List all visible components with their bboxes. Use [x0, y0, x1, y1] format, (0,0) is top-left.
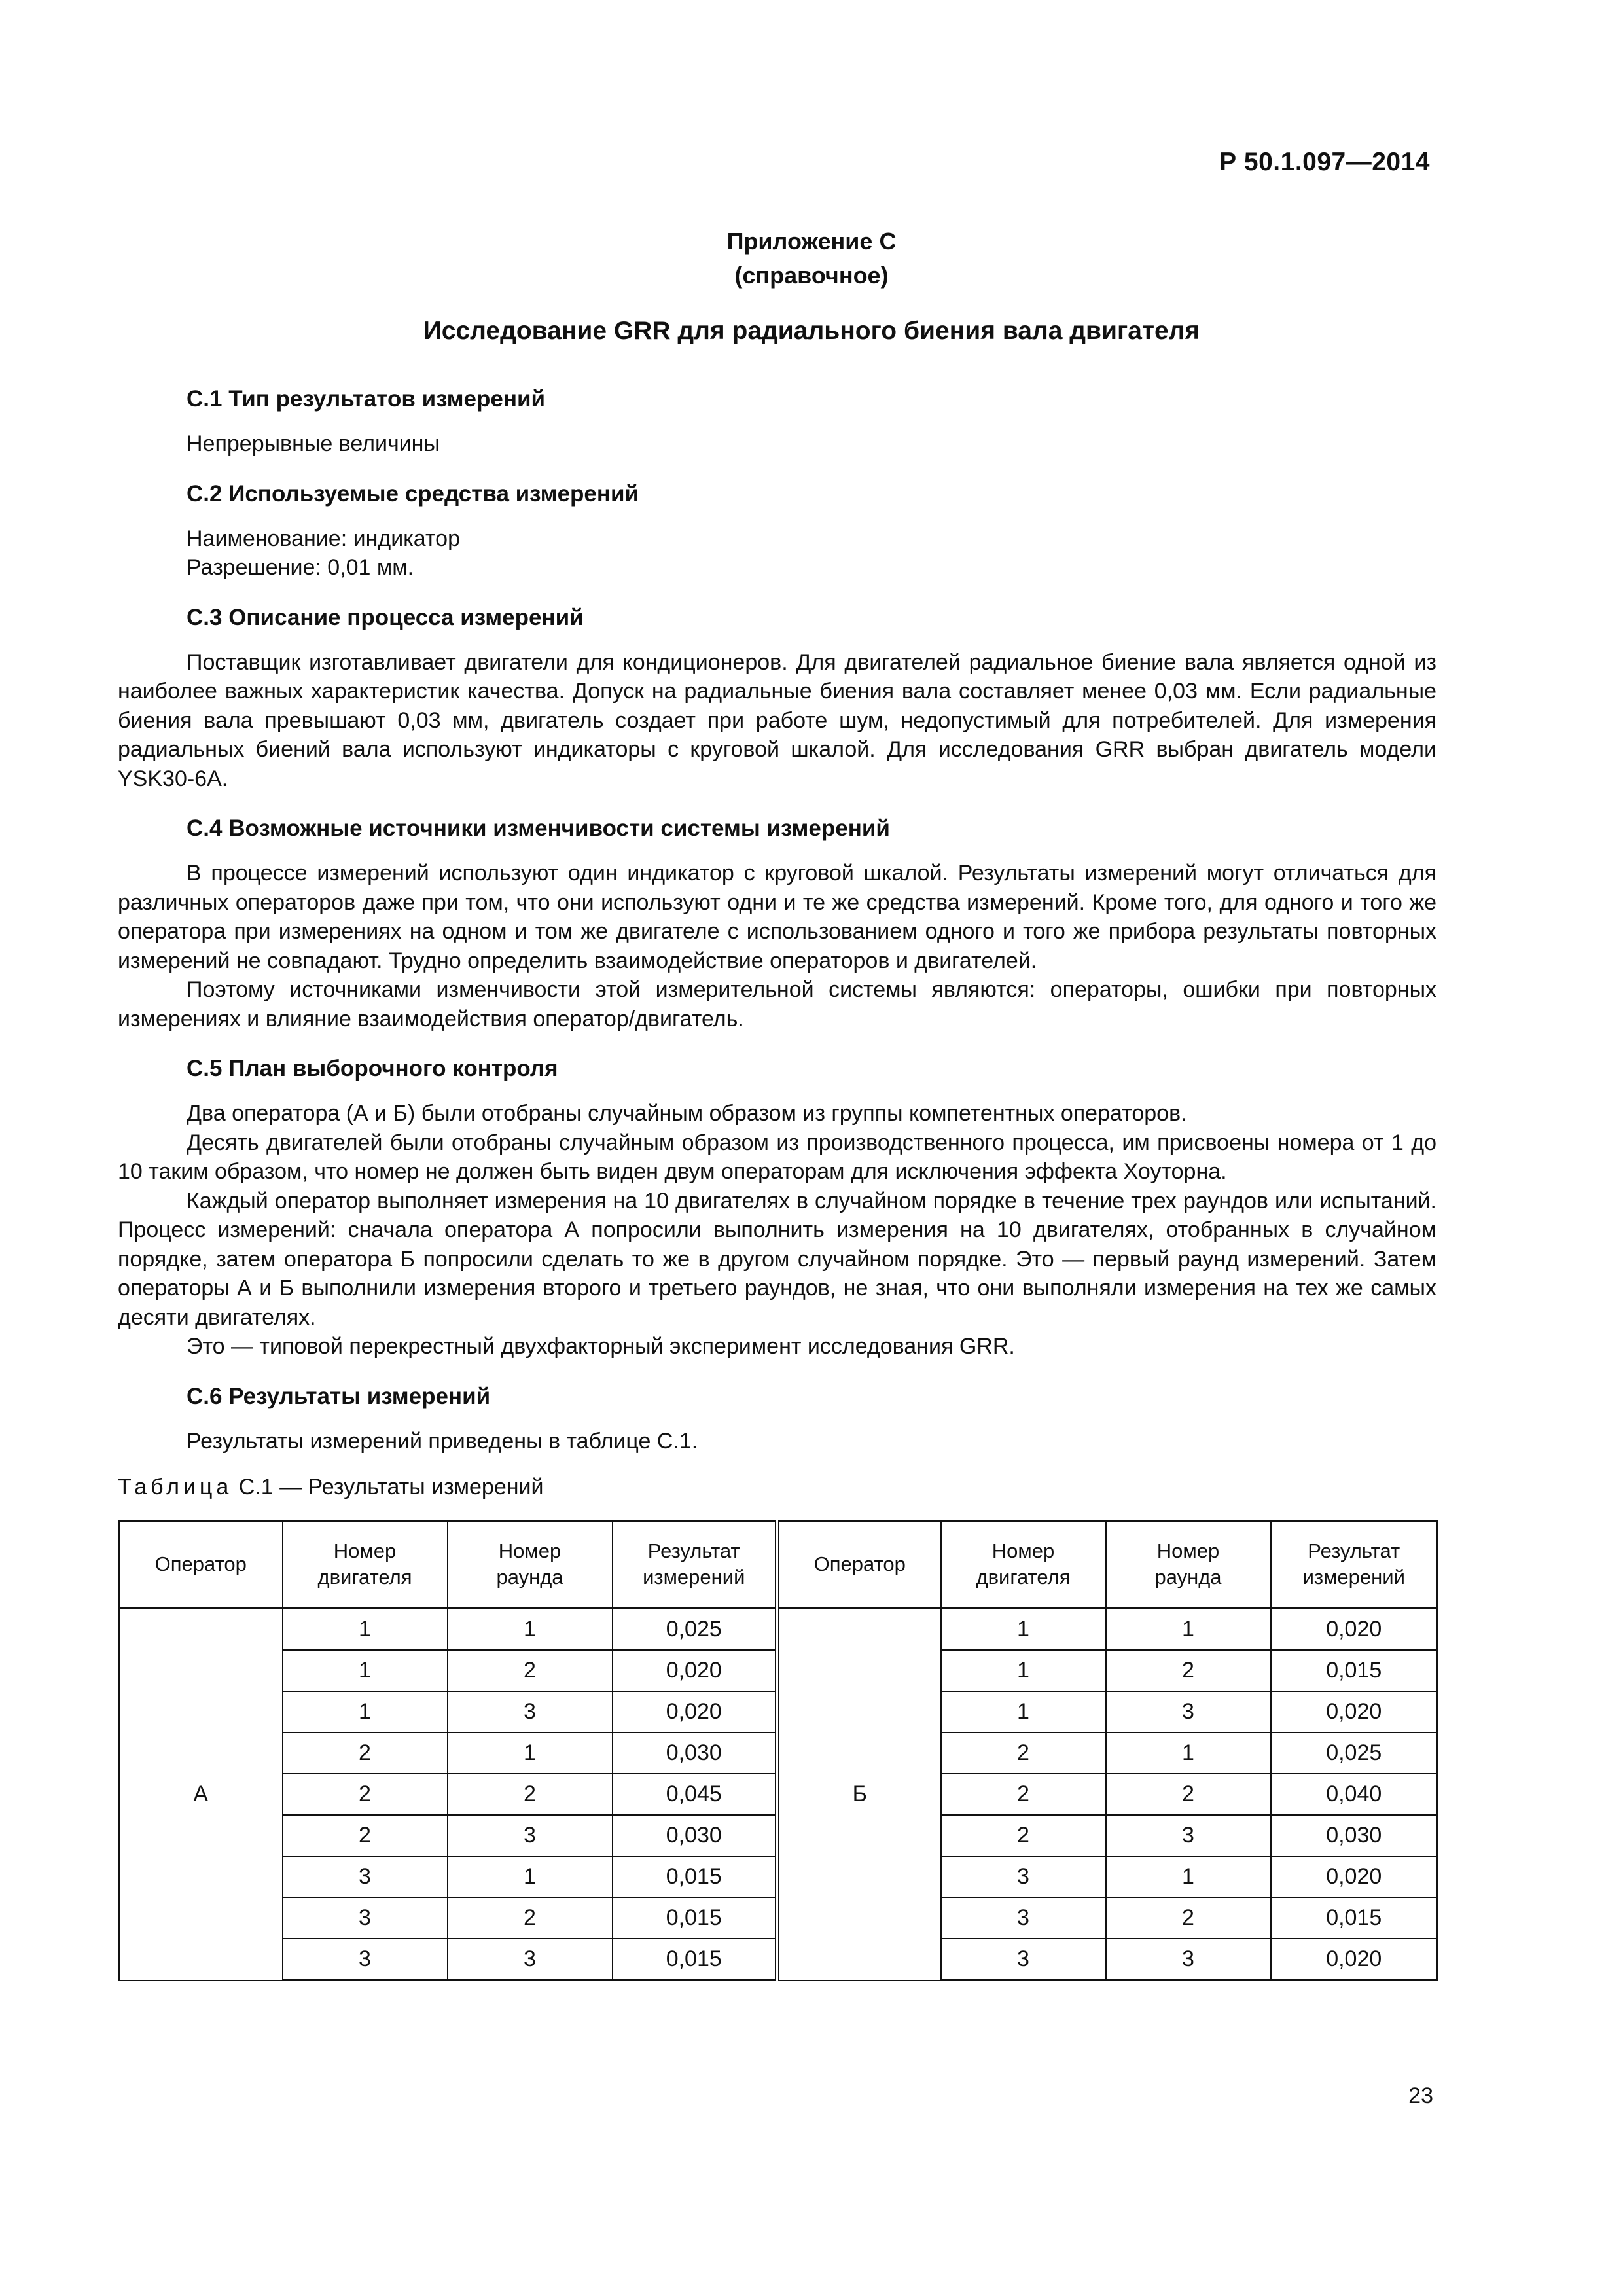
- measurement-result-b: 0,025: [1271, 1732, 1438, 1774]
- section-heading-c4: С.4 Возможные источники изменчивости системы измерений: [187, 816, 890, 841]
- round-number-b: 2: [1106, 1650, 1271, 1691]
- engine-number-b: 1: [941, 1691, 1106, 1732]
- section-heading-c2: С.2 Используемые средства измерений: [187, 480, 639, 507]
- round-number-a: 1: [448, 1608, 613, 1650]
- engine-number-a: 2: [283, 1815, 448, 1856]
- section-heading-c5: С.5 План выборочного контроля: [187, 1056, 558, 1081]
- round-number-a: 2: [448, 1897, 613, 1939]
- operator-b-cell: Б: [777, 1608, 941, 1981]
- round-number-a: 2: [448, 1774, 613, 1815]
- measurement-result-a: 0,020: [613, 1691, 777, 1732]
- engine-number-a: 2: [283, 1774, 448, 1815]
- round-number-b: 1: [1106, 1608, 1271, 1650]
- engine-number-b: 2: [941, 1815, 1106, 1856]
- engine-number-a: 2: [283, 1732, 448, 1774]
- round-number-b: 1: [1106, 1732, 1271, 1774]
- document-title: Исследование GRR для радиального биения вала двигателя: [423, 317, 1200, 345]
- document-body: [118, 385, 1436, 1981]
- appendix-type: (справочное): [734, 262, 889, 289]
- engine-number-b: 1: [941, 1650, 1106, 1691]
- measurement-result-b: 0,015: [1271, 1650, 1438, 1691]
- round-number-a: 3: [448, 1939, 613, 1981]
- table-row: [119, 1608, 1438, 1650]
- engine-number-b: 1: [941, 1608, 1106, 1650]
- section-text-c1: Непрерывные величины: [187, 431, 440, 456]
- measurement-result-b: 0,020: [1271, 1691, 1438, 1732]
- results-table: [118, 1520, 1438, 1981]
- table-caption-title: С.1 — Результаты измерений: [232, 1475, 544, 1499]
- appendix-label: [0, 224, 1623, 293]
- round-number-a: 2: [448, 1650, 613, 1691]
- measurement-result-b: 0,030: [1271, 1815, 1438, 1856]
- instrument-name: Наименование: индикатор: [187, 526, 460, 551]
- section-heading-c1: С.1 Тип результатов измерений: [187, 386, 545, 412]
- section-paragraph-c5-2: Десять двигателей были отобраны случайным образом из производственного процесса, им присвоены номера от 1 до 10 таким образом, что номер не должен быть виден двум операторам для исключения эффекта Хоуторна.: [118, 1130, 1436, 1184]
- header-operator-b: Оператор: [777, 1521, 941, 1609]
- section-paragraph-c5-3: Каждый оператор выполняет измерения на 10 двигателях в случайном порядке в течение трех раундов или испытаний. Процесс измерений: сначала оператора А попросили выполнить измерения на 10 двигателях, отобранных в случайном порядке, затем оператора Б попросили сделать то же в другом случайном порядке. Это — первый раунд измерений. Затем операторы А и Б выполнили измерения второго и третьего раундов, не зная, что они выполняли измерения на тех же самых десяти двигателях.: [118, 1188, 1436, 1330]
- header-engine-b: Номер двигателя: [941, 1521, 1106, 1609]
- measurement-result-b: 0,015: [1271, 1897, 1438, 1939]
- section-text-c6: Результаты измерений приведены в таблице С.1.: [187, 1428, 698, 1454]
- measurement-result-a: 0,015: [613, 1939, 777, 1981]
- measurement-result-b: 0,020: [1271, 1608, 1438, 1650]
- round-number-b: 2: [1106, 1774, 1271, 1815]
- round-number-a: 1: [448, 1732, 613, 1774]
- engine-number-a: 1: [283, 1650, 448, 1691]
- round-number-a: 3: [448, 1691, 613, 1732]
- measurement-result-b: 0,020: [1271, 1856, 1438, 1897]
- header-round-a: Номер раунда: [448, 1521, 613, 1609]
- section-heading-c3: С.3 Описание процесса измерений: [187, 604, 584, 630]
- header-result-b: Результат измерений: [1271, 1521, 1438, 1609]
- round-number-b: 2: [1106, 1897, 1271, 1939]
- measurement-result-a: 0,045: [613, 1774, 777, 1815]
- engine-number-b: 2: [941, 1732, 1106, 1774]
- round-number-a: 3: [448, 1815, 613, 1856]
- measurement-result-a: 0,020: [613, 1650, 777, 1691]
- header-operator-a: Оператор: [119, 1521, 283, 1609]
- section-paragraph-c4-1: В процессе измерений используют один индикатор с круговой шкалой. Результаты измерений могут отличаться для различных операторов даже при том, что они используют одни и те же средства измерений. Кроме того, для одного и того же оператора при измерениях на одном и том же двигателе с использованием одного и того же прибора результаты повторных измерений не совпадают. Трудно определить взаимодействие операторов и двигателей.: [118, 861, 1436, 973]
- measurement-result-a: 0,025: [613, 1608, 777, 1650]
- round-number-b: 3: [1106, 1691, 1271, 1732]
- engine-number-b: 2: [941, 1774, 1106, 1815]
- measurement-result-a: 0,030: [613, 1815, 777, 1856]
- table-header-row: [119, 1521, 1438, 1609]
- header-round-b: Номер раунда: [1106, 1521, 1271, 1609]
- header-result-a: Результат измерений: [613, 1521, 777, 1609]
- instrument-resolution: Разрешение: 0,01 мм.: [187, 555, 414, 580]
- engine-number-a: 1: [283, 1608, 448, 1650]
- measurement-result-b: 0,040: [1271, 1774, 1438, 1815]
- page-number: 23: [1408, 2083, 1433, 2108]
- section-paragraph-c5-4: Это — типовой перекрестный двухфакторный эксперимент исследования GRR.: [187, 1334, 1015, 1359]
- engine-number-a: 3: [283, 1856, 448, 1897]
- measurement-result-a: 0,015: [613, 1856, 777, 1897]
- engine-number-b: 3: [941, 1897, 1106, 1939]
- section-paragraph-c3: Поставщик изготавливает двигатели для кондиционеров. Для двигателей радиальное биение вала является одной из наиболее важных характеристик качества. Допуск на радиальные биения вала составляет менее 0,03 мм. Если радиальные биения вала превышают 0,03 мм, двигатель создает при работе шум, недопустимый для потребителей. Для измерения радиальных биений вала используют индикаторы с круговой шкалой. Для исследования GRR выбран двигатель модели YSK30-6A.: [118, 649, 1436, 791]
- round-number-a: 1: [448, 1856, 613, 1897]
- table-caption: [118, 1473, 1436, 1501]
- engine-number-b: 3: [941, 1856, 1106, 1897]
- engine-number-a: 3: [283, 1897, 448, 1939]
- measurement-result-b: 0,020: [1271, 1939, 1438, 1981]
- round-number-b: 1: [1106, 1856, 1271, 1897]
- section-paragraph-c4-2: Поэтому источниками изменчивости этой измерительной системы являются: операторы, ошибки при повторных измерениях и влияние взаимодействия оператор/двигатель.: [118, 977, 1436, 1031]
- document-code: Р 50.1.097—2014: [1219, 148, 1430, 176]
- round-number-b: 3: [1106, 1815, 1271, 1856]
- measurement-result-a: 0,030: [613, 1732, 777, 1774]
- engine-number-a: 1: [283, 1691, 448, 1732]
- section-heading-c6: С.6 Результаты измерений: [187, 1383, 491, 1409]
- section-paragraph-c5-1: Два оператора (А и Б) были отобраны случайным образом из группы компетентных операторов.: [187, 1101, 1187, 1126]
- engine-number-b: 3: [941, 1939, 1106, 1981]
- header-engine-a: Номер двигателя: [283, 1521, 448, 1609]
- operator-a-cell: А: [119, 1608, 283, 1981]
- table-caption-label: Таблица: [118, 1475, 233, 1499]
- measurement-result-a: 0,015: [613, 1897, 777, 1939]
- appendix-title: Приложение С: [726, 228, 897, 255]
- round-number-b: 3: [1106, 1939, 1271, 1981]
- engine-number-a: 3: [283, 1939, 448, 1981]
